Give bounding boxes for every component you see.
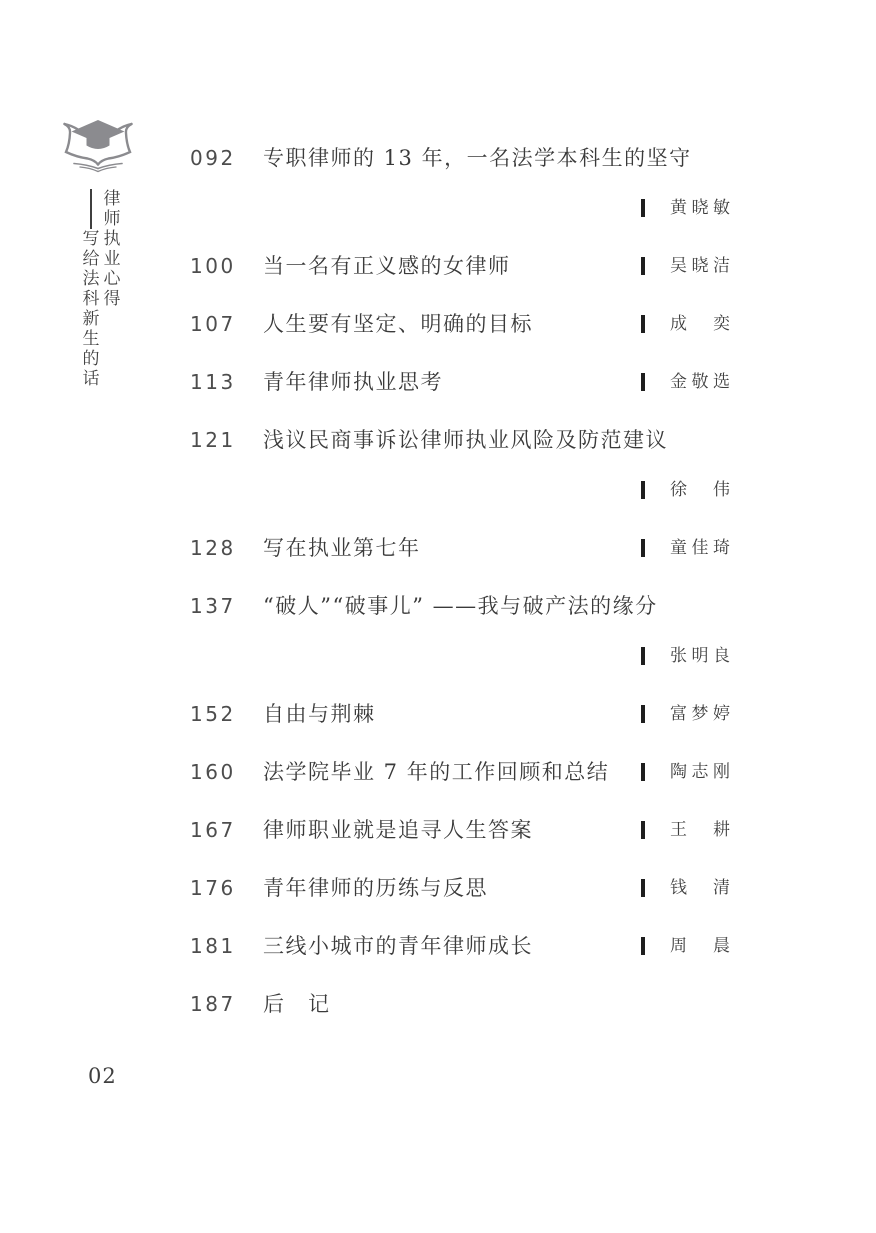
entry-author-block: [641, 535, 730, 561]
entry-author: [670, 311, 730, 337]
toc-entry: [190, 427, 730, 503]
vertical-dash-segment: [90, 209, 92, 229]
entry-page-number: 167: [190, 818, 236, 842]
vertical-char: 科: [82, 289, 100, 309]
entry-author: [670, 369, 730, 395]
vertical-dash-segment: [90, 189, 92, 209]
entry-title: 青年律师执业思考: [263, 370, 443, 394]
author-char: 晓: [691, 198, 709, 218]
entry-title: 后 记: [263, 992, 331, 1016]
entry-author-block: [641, 817, 730, 843]
entry-page-number: 107: [190, 312, 236, 336]
toc-entry: [190, 311, 730, 337]
author-char: 晓: [691, 256, 709, 276]
toc-entry-main-row: [190, 427, 730, 453]
entry-page-number: 092: [190, 146, 236, 170]
author-separator-bar: [641, 763, 645, 781]
entry-page-number: 100: [190, 254, 236, 278]
author-char: 张: [670, 646, 687, 666]
entry-title: 人生要有坚定、明确的目标: [263, 312, 533, 336]
author-separator-bar: [641, 647, 645, 665]
toc-entry-author-row: [190, 195, 730, 221]
entry-page-number: 113: [190, 370, 236, 394]
entry-author: [670, 253, 730, 279]
author-char: 梦: [691, 704, 709, 724]
vertical-char: 师: [103, 209, 121, 229]
entry-title: 当一名有正义感的女律师: [263, 254, 511, 278]
entry-author-block: [641, 875, 730, 901]
toc-entry: [190, 759, 730, 785]
author-char: 奕: [713, 314, 730, 334]
entry-author: [670, 817, 730, 843]
toc-entry-main-row: [190, 817, 730, 843]
vertical-char: 生: [82, 329, 100, 349]
entry-author-block: [641, 701, 730, 727]
toc-entry: [190, 253, 730, 279]
folio-page-number: 02: [88, 1064, 117, 1088]
author-separator-bar: [641, 315, 645, 333]
vertical-char: 律: [103, 189, 121, 209]
toc-entry-main-row: [190, 933, 730, 959]
author-char: 陶: [670, 762, 687, 782]
vertical-char: 新: [82, 309, 100, 329]
entry-author-block: [641, 643, 730, 669]
entry-author: [670, 535, 730, 561]
author-char: 婷: [713, 704, 730, 724]
vertical-char: 心: [103, 269, 121, 289]
entry-author: [670, 477, 730, 503]
author-char: 洁: [713, 256, 730, 276]
toc-entry-main-row: [190, 759, 730, 785]
entry-page-number: 181: [190, 934, 236, 958]
vertical-char: 给: [82, 249, 100, 269]
toc-entry: [190, 817, 730, 843]
toc-list: [190, 145, 730, 1049]
vertical-char: 写: [82, 229, 100, 249]
entry-title: 三线小城市的青年律师成长: [263, 934, 533, 958]
toc-entry-author-row: [190, 477, 730, 503]
book-logo: [61, 119, 135, 173]
toc-entry: [190, 145, 730, 221]
entry-author-block: [641, 369, 730, 395]
entry-author: [670, 195, 730, 221]
entry-title: “破人”“破事儿” ——我与破产法的缘分: [263, 594, 658, 618]
vertical-char: 的: [82, 349, 100, 369]
vertical-char: 话: [82, 369, 100, 389]
author-char: 晨: [713, 936, 730, 956]
author-char: [692, 477, 709, 503]
author-char: 伟: [713, 480, 730, 500]
author-separator-bar: [641, 373, 645, 391]
author-char: 良: [713, 646, 730, 666]
author-char: [692, 311, 709, 337]
toc-entry: [190, 991, 730, 1017]
vertical-char: 执: [103, 229, 121, 249]
toc-entry-main-row: [190, 991, 730, 1017]
author-char: 王: [670, 820, 687, 840]
entry-author: [670, 875, 730, 901]
author-separator-bar: [641, 539, 645, 557]
toc-entry-main-row: [190, 593, 730, 619]
entry-title: 律师职业就是追寻人生答案: [263, 818, 533, 842]
author-char: 黄: [670, 198, 687, 218]
entry-title: 专职律师的 13 年，一名法学本科生的坚守: [263, 146, 692, 170]
author-char: 周: [670, 936, 687, 956]
toc-entry-main-row: [190, 875, 730, 901]
entry-author: [670, 701, 730, 727]
author-char: 吴: [670, 256, 687, 276]
entry-title: 青年律师的历练与反思: [263, 876, 488, 900]
author-char: 童: [670, 538, 687, 558]
author-separator-bar: [641, 937, 645, 955]
toc-entry-main-row: [190, 535, 730, 561]
book-title-vertical: [102, 189, 122, 389]
entry-page-number: 187: [190, 992, 236, 1016]
vertical-char: 得: [103, 289, 121, 309]
entry-page-number: 128: [190, 536, 236, 560]
author-char: 刚: [713, 762, 730, 782]
entry-author-block: [641, 253, 730, 279]
toc-entry: [190, 369, 730, 395]
author-separator-bar: [641, 199, 645, 217]
toc-entry: [190, 593, 730, 669]
author-char: 敬: [691, 372, 709, 392]
toc-entry: [190, 933, 730, 959]
entry-author-block: [641, 933, 730, 959]
author-char: 琦: [713, 538, 730, 558]
author-separator-bar: [641, 705, 645, 723]
vertical-char: 法: [82, 269, 100, 289]
entry-page-number: 121: [190, 428, 236, 452]
entry-author-block: [641, 759, 730, 785]
entry-page-number: 160: [190, 760, 236, 784]
entry-title: 写在执业第七年: [263, 536, 421, 560]
entry-page-number: 137: [190, 594, 236, 618]
author-char: 成: [670, 314, 687, 334]
graduation-cap-book-icon: [61, 119, 135, 173]
entry-page-number: 176: [190, 876, 236, 900]
entry-author-block: [641, 311, 730, 337]
author-char: 选: [713, 372, 730, 392]
author-char: 富: [670, 704, 687, 724]
author-char: 耕: [713, 820, 730, 840]
toc-entry-main-row: [190, 701, 730, 727]
author-separator-bar: [641, 821, 645, 839]
entry-author: [670, 933, 730, 959]
entry-page-number: 152: [190, 702, 236, 726]
author-char: 钱: [670, 878, 687, 898]
toc-entry-main-row: [190, 311, 730, 337]
author-char: [692, 875, 709, 901]
toc-entry-author-row: [190, 643, 730, 669]
author-char: 明: [691, 646, 709, 666]
author-char: 徐: [670, 480, 687, 500]
entry-author-block: [641, 195, 730, 221]
author-char: 佳: [691, 538, 709, 558]
author-char: [692, 817, 709, 843]
entry-author: [670, 759, 730, 785]
entry-author: [670, 643, 730, 669]
author-char: 金: [670, 372, 687, 392]
author-char: 敏: [713, 198, 730, 218]
vertical-char: 业: [103, 249, 121, 269]
entry-author-block: [641, 477, 730, 503]
toc-entry: [190, 535, 730, 561]
entry-title: 浅议民商事诉讼律师执业风险及防范建议: [263, 428, 668, 452]
vertical-book-title: [81, 189, 122, 389]
toc-entry-main-row: [190, 369, 730, 395]
entry-title: 法学院毕业 7 年的工作回顾和总结: [263, 760, 610, 784]
book-subtitle-vertical: [81, 189, 101, 389]
toc-entry-main-row: [190, 253, 730, 279]
author-separator-bar: [641, 481, 645, 499]
toc-entry: [190, 875, 730, 901]
author-separator-bar: [641, 879, 645, 897]
toc-entry: [190, 701, 730, 727]
author-char: 清: [713, 878, 730, 898]
author-char: [692, 933, 709, 959]
author-char: 志: [691, 762, 709, 782]
entry-title: 自由与荆棘: [263, 702, 376, 726]
author-separator-bar: [641, 257, 645, 275]
toc-entry-main-row: [190, 145, 730, 171]
